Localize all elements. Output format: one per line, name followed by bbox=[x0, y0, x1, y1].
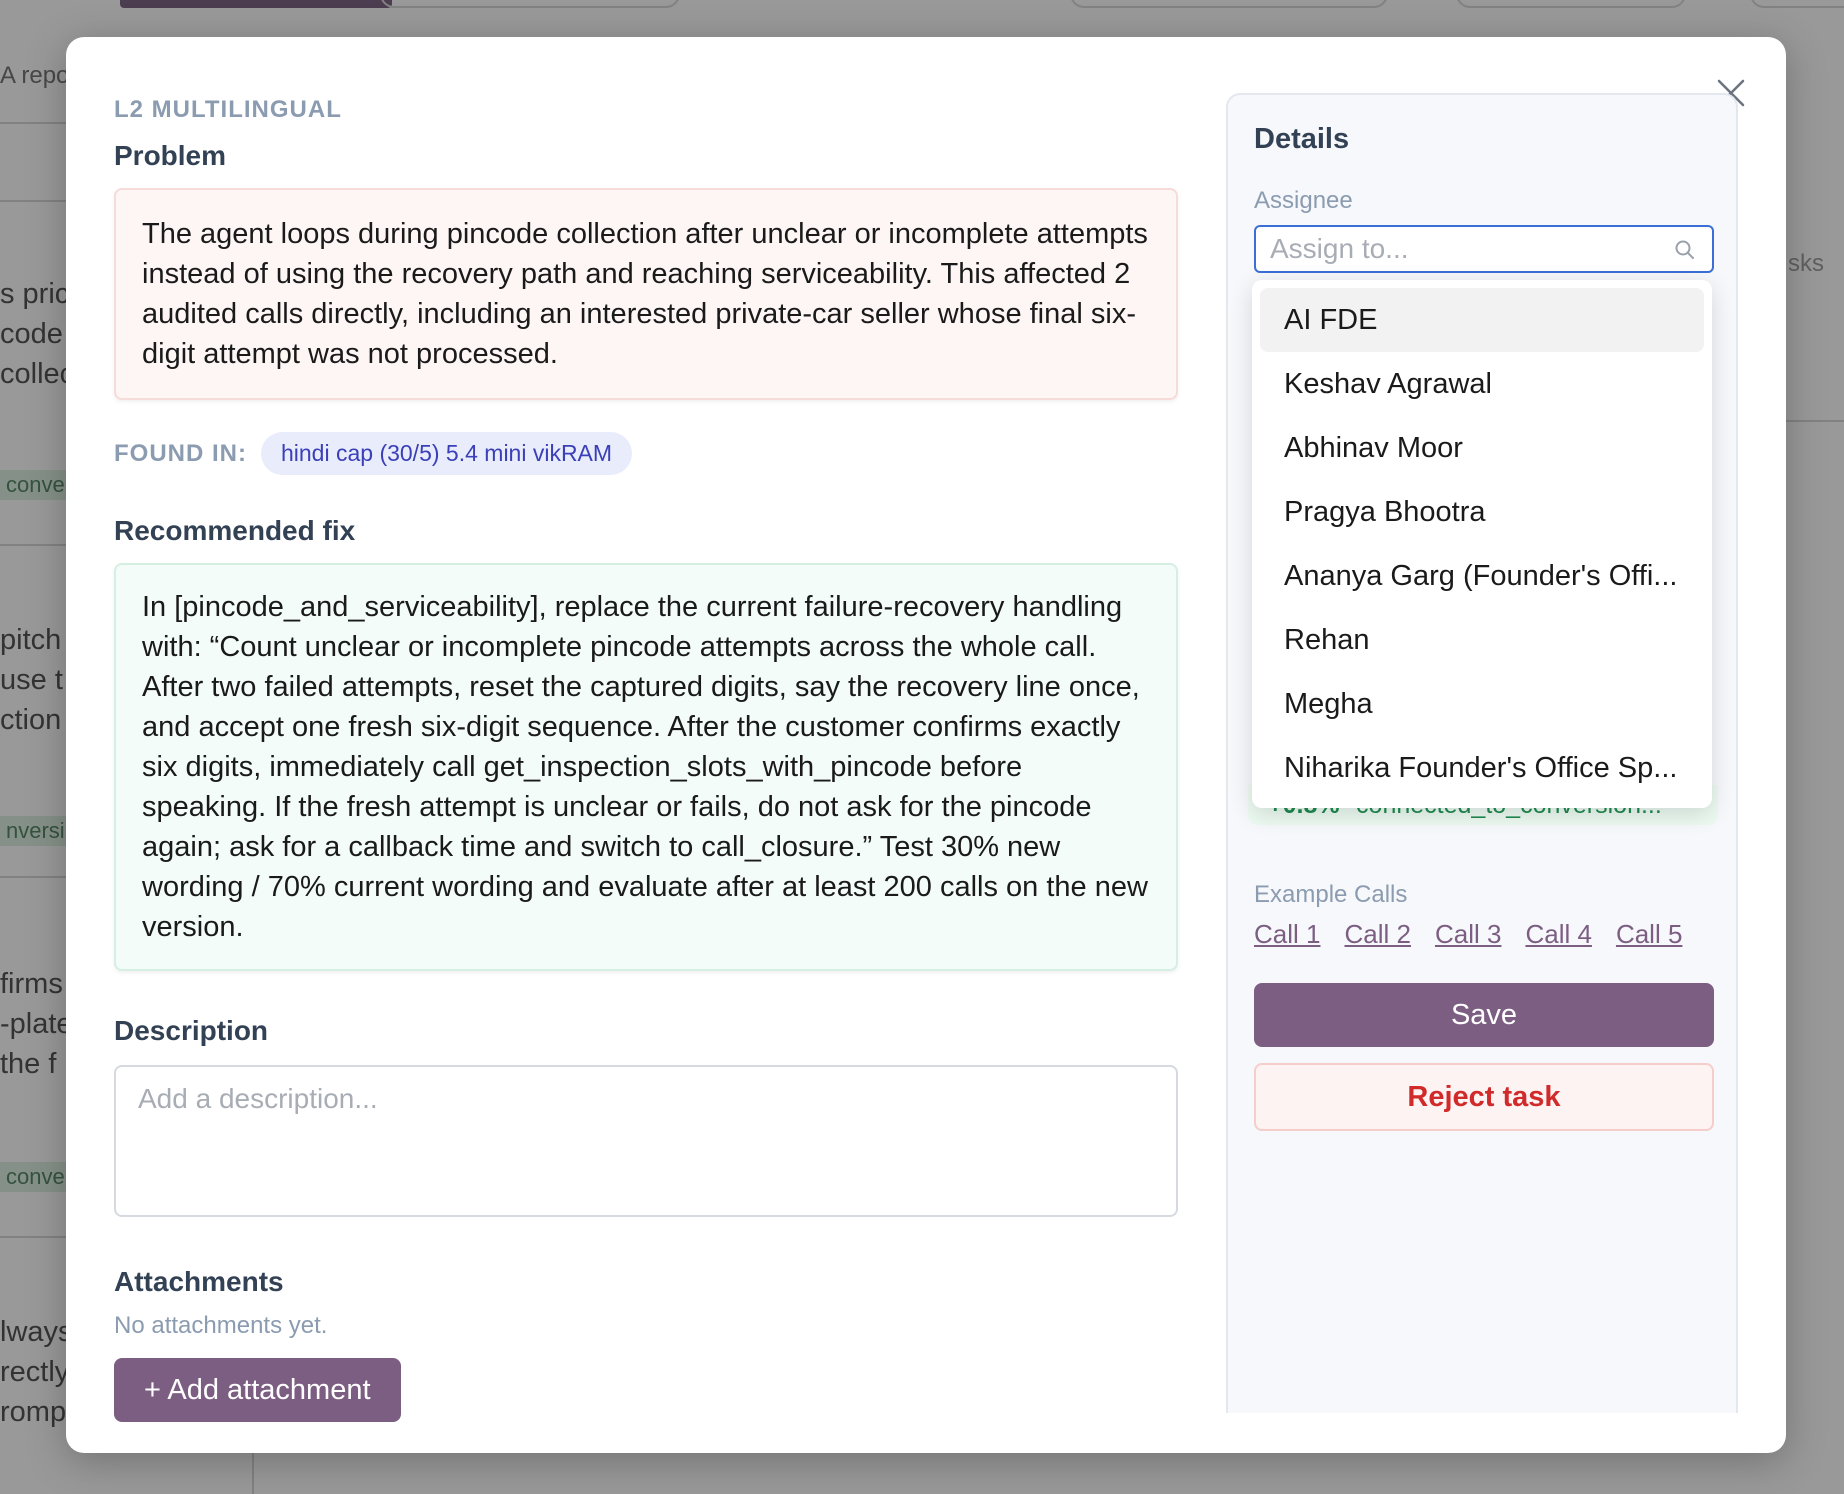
found-in-label: FOUND IN: bbox=[114, 439, 247, 467]
dropdown-option[interactable]: Pragya Bhootra bbox=[1284, 495, 1486, 528]
found-in-chip[interactable]: hindi cap (30/5) 5.4 mini vikRAM bbox=[261, 432, 632, 475]
dropdown-option[interactable]: Megha bbox=[1284, 687, 1373, 720]
call-link-1[interactable]: Call 1 bbox=[1254, 919, 1321, 949]
description-heading: Description bbox=[114, 1015, 269, 1046]
call-link-5[interactable]: Call 5 bbox=[1615, 919, 1683, 949]
assignee-dropdown bbox=[1252, 280, 1712, 808]
problem-text: The agent loops during pincode collection after unclear or incomplete attempts instead of using the recovery path and reaching serviceability. This affected 2 audited calls directly, including an interested private-car seller whose final six-digit attempt was not processed. bbox=[114, 188, 1178, 400]
example-calls-list bbox=[1254, 919, 1682, 950]
call-link-3[interactable]: Call 3 bbox=[1434, 919, 1502, 949]
attachments-empty-text: No attachments yet. bbox=[114, 1312, 328, 1339]
dropdown-option[interactable]: Keshav Agrawal bbox=[1284, 367, 1492, 400]
task-content bbox=[114, 96, 1178, 1422]
description-input[interactable] bbox=[114, 1065, 1178, 1217]
add-attachment-button[interactable]: + Add attachment bbox=[114, 1358, 401, 1422]
reject-task-button[interactable]: Reject task bbox=[1254, 1063, 1714, 1131]
assignee-search-input[interactable] bbox=[1256, 227, 1712, 271]
search-icon bbox=[1672, 237, 1698, 263]
call-link-2[interactable]: Call 2 bbox=[1344, 919, 1411, 949]
dropdown-option[interactable]: Abhinav Moor bbox=[1284, 431, 1463, 464]
recommended-fix-text: In [pincode_and_serviceability], replace the current failure-recovery handling with: “Count unclear or incomplete pincode attempts across the whole call. After two failed attempts, reset the captured digits, say the recovery line once, and accept one fresh six-digit sequence. After the customer confirms exactly six digits, immediately call get_inspection_slots_with_pincode before speaking. If the fresh attempt is unclear or fails, do not ask for the pincode again; ask for a callback time and switch to call_closure.” Test 30% new wording / 70% current wording and evaluate after at least 200 calls on the new version. bbox=[114, 563, 1178, 971]
details-heading: Details bbox=[1254, 123, 1350, 155]
dropdown-option[interactable]: Ananya Garg (Founder's Offi... bbox=[1284, 559, 1678, 592]
assignee-label: Assignee bbox=[1254, 187, 1353, 214]
found-in-row bbox=[114, 432, 1178, 475]
attachments-heading: Attachments bbox=[114, 1266, 284, 1297]
save-button[interactable]: Save bbox=[1254, 983, 1714, 1047]
assignee-field bbox=[1254, 225, 1714, 273]
problem-heading: Problem bbox=[114, 140, 227, 171]
recommended-fix-heading: Recommended fix bbox=[114, 515, 356, 546]
category-label: L2 MULTILINGUAL bbox=[114, 96, 342, 123]
dropdown-option[interactable]: Rehan bbox=[1284, 623, 1370, 656]
dropdown-option[interactable]: Niharika Founder's Office Sp... bbox=[1284, 751, 1678, 784]
call-link-4[interactable]: Call 4 bbox=[1525, 919, 1592, 949]
example-calls-label: Example Calls bbox=[1254, 881, 1408, 908]
dropdown-option[interactable]: AI FDE bbox=[1260, 288, 1704, 352]
